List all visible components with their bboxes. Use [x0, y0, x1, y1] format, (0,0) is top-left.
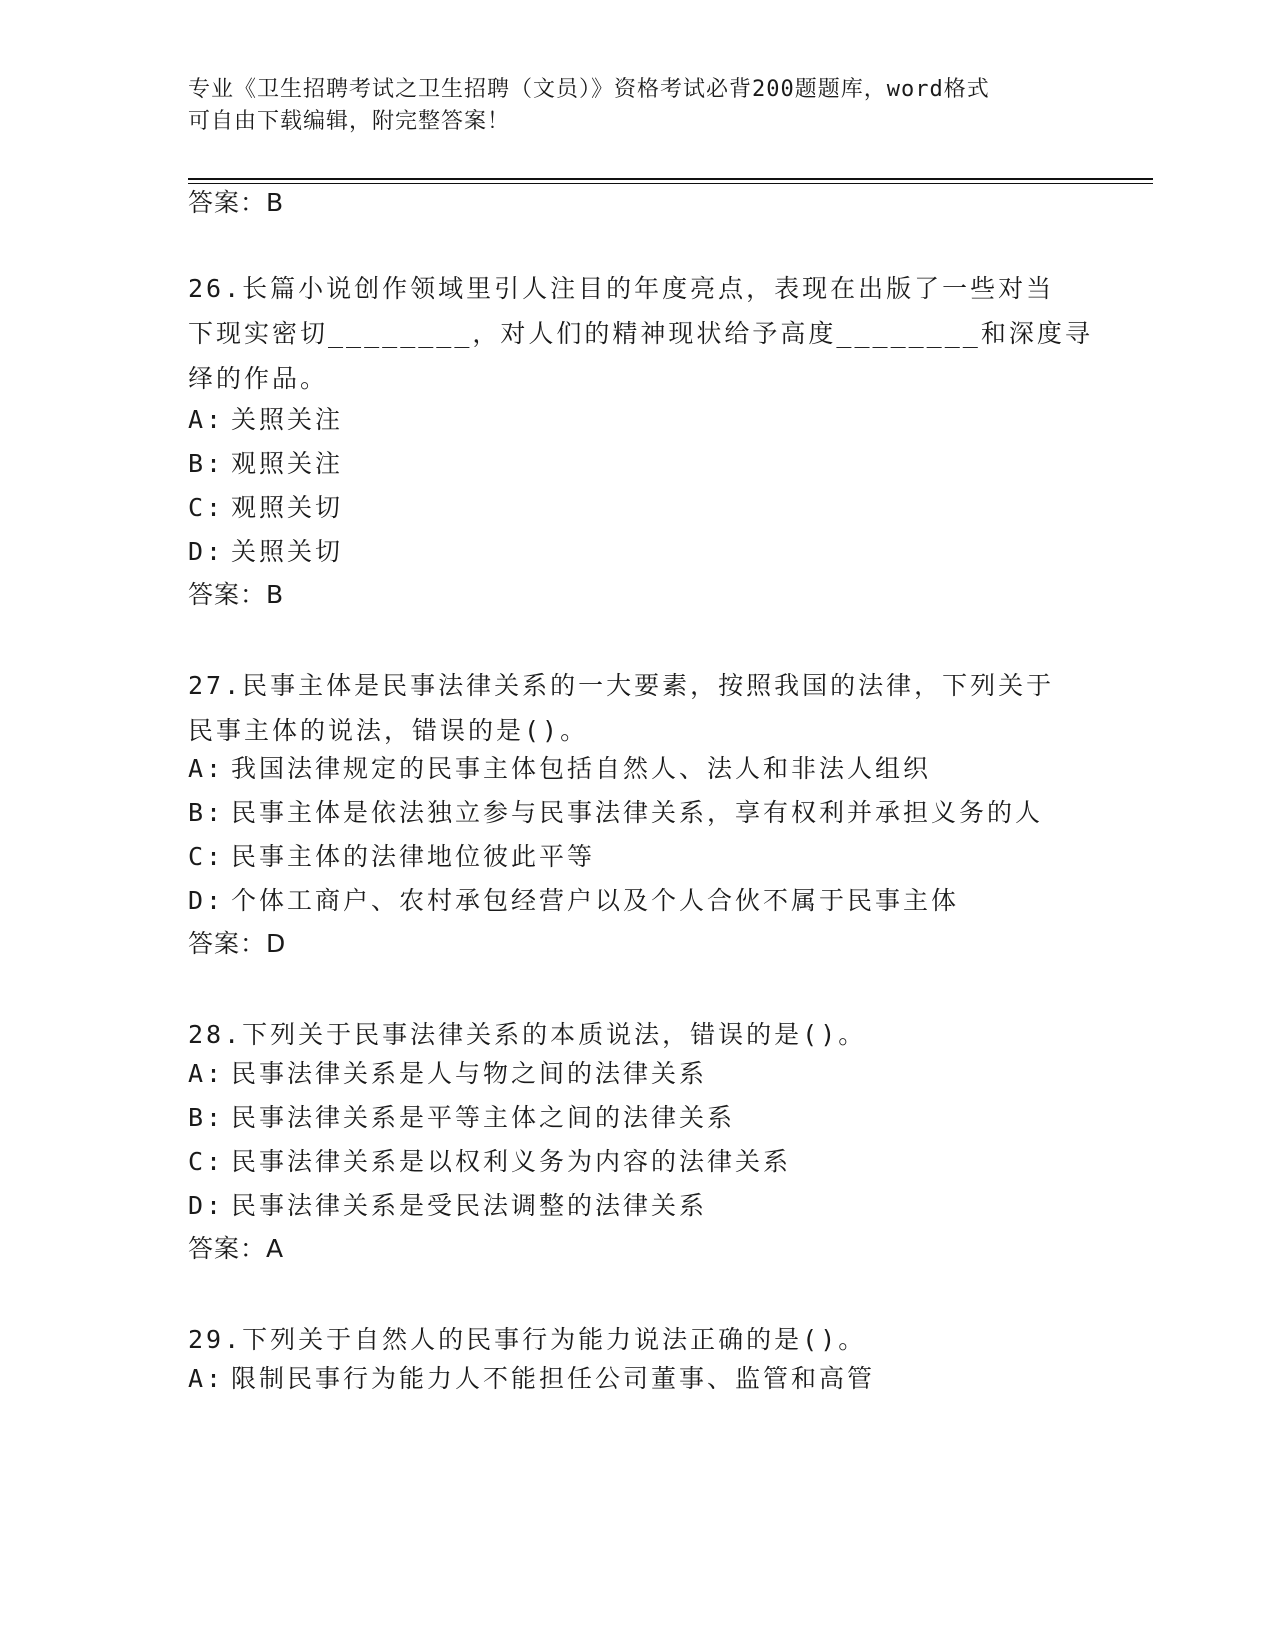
answer-q25: 答案：B: [188, 188, 285, 217]
question-29-option-a: [188, 1362, 875, 1396]
option-text: 民事主体的法律地位彼此平等: [231, 842, 596, 871]
header-line-1: 专业《卫生招聘考试之卫生招聘（文员）》资格考试必背200题题库，word格式: [188, 77, 990, 102]
option-text: 我国法律规定的民事主体包括自然人、法人和非法人组织: [231, 754, 932, 783]
option-key: B:: [188, 449, 225, 478]
question-26-option-d: [188, 535, 343, 569]
question-27-line-2: 民事主体的说法，错误的是()。: [188, 716, 589, 745]
question-28-option-a: [188, 1057, 707, 1091]
question-28-option-d: [188, 1189, 707, 1223]
question-27-option-c: [188, 840, 595, 874]
option-key: C:: [188, 1147, 225, 1176]
header-rule-thin: [188, 183, 1153, 184]
option-text: 民事法律关系是受民法调整的法律关系: [231, 1191, 708, 1220]
question-27-option-b: [188, 796, 1043, 830]
question-26-line-1: 26.长篇小说创作领域里引人注目的年度亮点，表现在出版了一些对当: [188, 274, 1055, 303]
question-28-option-c: [188, 1145, 791, 1179]
option-text: 民事主体是依法独立参与民事法律关系，享有权利并承担义务的人: [231, 798, 1044, 827]
option-key: C:: [188, 842, 225, 871]
option-key: A:: [188, 1059, 225, 1088]
option-text: 民事法律关系是以权利义务为内容的法律关系: [231, 1147, 792, 1176]
question-26-line-2: 下现实密切________，对人们的精神现状给予高度________和深度寻: [188, 319, 1093, 348]
option-text: 限制民事行为能力人不能担任公司董事、监管和高管: [231, 1364, 876, 1393]
option-key: A:: [188, 405, 225, 434]
option-key: D:: [188, 537, 225, 566]
option-text: 个体工商户、农村承包经营户以及个人合伙不属于民事主体: [231, 886, 960, 915]
option-text: 观照关注: [231, 449, 344, 478]
answer-q26: 答案：B: [188, 580, 285, 609]
question-28: [188, 1012, 1088, 1057]
question-26-option-c: [188, 491, 343, 525]
question-29: [188, 1317, 1088, 1362]
question-28-line-1: 28.下列关于民事法律关系的本质说法，错误的是()。: [188, 1020, 867, 1049]
header-line-2: 可自由下载编辑，附完整答案！: [188, 109, 511, 134]
option-key: D:: [188, 1191, 225, 1220]
option-text: 民事法律关系是人与物之间的法律关系: [231, 1059, 708, 1088]
option-key: C:: [188, 493, 225, 522]
option-key: A:: [188, 754, 225, 783]
page-header: [188, 74, 1078, 138]
option-key: A:: [188, 1364, 225, 1393]
question-27-option-a: [188, 752, 931, 786]
question-29-line-1: 29.下列关于自然人的民事行为能力说法正确的是()。: [188, 1325, 867, 1354]
question-26-line-3: 绎的作品。: [188, 364, 329, 393]
answer-q28: 答案：A: [188, 1234, 285, 1263]
answer-q27: 答案：D: [188, 929, 287, 958]
option-text: 民事法律关系是平等主体之间的法律关系: [231, 1103, 736, 1132]
question-27-line-1: 27.民事主体是民事法律关系的一大要素，按照我国的法律，下列关于: [188, 671, 1055, 700]
question-26-option-a: [188, 403, 343, 437]
option-text: 关照关切: [231, 537, 344, 566]
question-26: [188, 266, 1093, 401]
question-26-option-b: [188, 447, 343, 481]
question-28-option-b: [188, 1101, 735, 1135]
option-text: 观照关切: [231, 493, 344, 522]
question-27-option-d: [188, 884, 959, 918]
option-key: D:: [188, 886, 225, 915]
option-text: 关照关注: [231, 405, 344, 434]
question-27: [188, 663, 1088, 753]
option-key: B:: [188, 1103, 225, 1132]
header-rule-thick: [188, 178, 1153, 180]
option-key: B:: [188, 798, 225, 827]
